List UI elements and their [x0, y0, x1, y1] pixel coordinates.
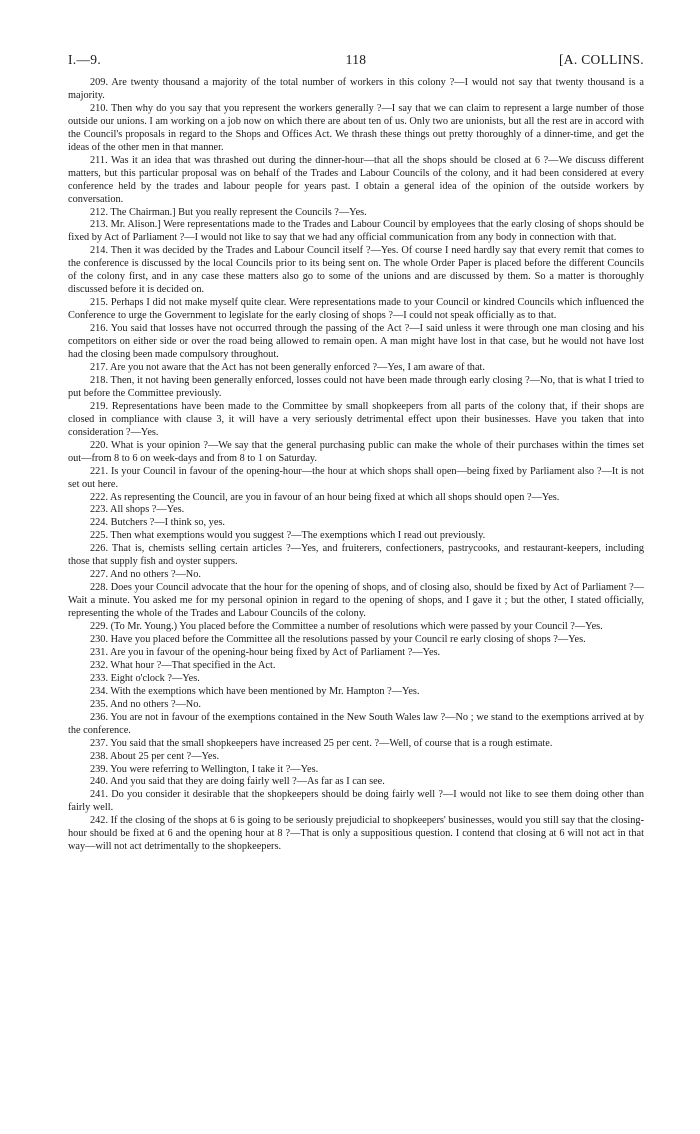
- document-reference: I.—9.: [68, 52, 101, 67]
- question-paragraph: 214. Then it was decided by the Trades and Labour Council itself ?—Yes. Of course I need hardly say that every remit that comes to the conference is discussed by the local Councils prior to its being sent on. The whole Order Paper is placed before the different Councils of the colony first, and in any case these matters also go to some of the unions and are discussed by them. So a matter is thoroughly discussed before it is decided on.: [68, 245, 644, 296]
- question-paragraph: 235. And no others ?—No.: [90, 698, 201, 710]
- question-paragraph: 242. If the closing of the shops at 6 is going to be seriously prejudicial to shopkeepers' businesses, would you still say that the closing-hour should be fixed at 6 and the opening hour at 8 ?—That is only a suppositious question. I contend that closing at 6 will not act in that way—will not act detrimentally to the shopkeepers.: [68, 815, 644, 853]
- question-paragraph: 211. Was it an idea that was thrashed out during the dinner-hour—that all the shops should be closed at 6 ?—We discuss different matters, but this particular proposal was on behalf of the Trades and Labour Councils of the colony, and it had been considered at every conference held by the trades and labour people for years past. I obtain a general idea of the opinion of the outside workers by conversation.: [68, 154, 644, 205]
- page-header: [68, 52, 644, 68]
- page-number: 118: [345, 52, 367, 67]
- question-paragraph: 224. Butchers ?—I think so, yes.: [90, 517, 225, 529]
- question-paragraph: 220. What is your opinion ?—We say that the general purchasing public can make the whole of their purchases within the times set out—from 8 to 6 on week-days and from 8 to 1 on Saturday.: [68, 439, 644, 464]
- question-paragraph: 240. And you said that they are doing fairly well ?—As far as I can see.: [90, 776, 385, 788]
- question-paragraph: 210. Then why do you say that you represent the workers generally ?—I say that we can claim to represent a large number of those outside our unions. I am working on a job now on which there are about ten of us. Only two are unionists, but all the rest are in accord with the Council's proposals in regard to the Shops and Offices Act. We thrash these things out pretty thoroughly of a dinner-time, and get the ideas of the other men in that manner.: [68, 102, 644, 153]
- question-paragraph: 228. Does your Council advocate that the hour for the opening of shops, and of closing also, should be fixed by Act of Parliament ?—Wait a minute. You asked me for my personal opinion in regard to the opening of shops, and I gave it ; but the other, I stated officially, representing the whole of the Trades and Labour Councils of the colony.: [68, 582, 644, 620]
- question-paragraph: 216. You said that losses have not occurred through the passing of the Act ?—I said unless it were through one man closing and his competitors on either side or over the road being allowed to remain open. A man might have lost in that case, but he would not have lost had the closing been made compulsory throughout.: [68, 323, 644, 361]
- question-paragraph: 215. Perhaps I did not make myself quite clear. Were representations made to your Council or kindred Councils which influenced the Conference to urge the Government to legislate for the early closing of shops ?—I could not speak officially as to that.: [68, 297, 644, 322]
- question-paragraph: 229. (To Mr. Young.) You placed before the Committee a number of resolutions which were passed by your Council ?—Yes.: [90, 621, 603, 633]
- question-paragraph: 222. As representing the Council, are you in favour of an hour being fixed at which all shops should open ?—Yes.: [90, 491, 560, 503]
- question-paragraph: 221. Is your Council in favour of the opening-hour—the hour at which shops shall open—being fixed by Parliament also ?—It is not set out here.: [68, 465, 644, 490]
- question-paragraph: 234. With the exemptions which have been mentioned by Mr. Hampton ?—Yes.: [90, 685, 420, 697]
- question-paragraph: 225. Then what exemptions would you suggest ?—The exemptions which I read out previously.: [90, 530, 486, 542]
- question-paragraph: 237. You said that the small shopkeepers have increased 25 per cent. ?—Well, of course that is a rough estimate.: [90, 737, 553, 749]
- question-paragraph: 209. Are twenty thousand a majority of the total number of workers in this colony ?—I would not say that twenty thousand is a majority.: [68, 77, 644, 101]
- question-paragraph: 223. All shops ?—Yes.: [90, 504, 185, 516]
- question-paragraph: 238. About 25 per cent ?—Yes.: [90, 750, 220, 762]
- question-paragraph: 227. And no others ?—No.: [90, 569, 201, 581]
- question-paragraph: 233. Eight o'clock ?—Yes.: [90, 672, 200, 684]
- question-paragraph: 212. The Chairman.] But you really represent the Councils ?—Yes.: [90, 206, 367, 218]
- question-paragraph: 232. What hour ?—That specified in the Act.: [90, 659, 276, 671]
- question-paragraph: 217. Are you not aware that the Act has not been generally enforced ?—Yes, I am aware of that.: [90, 361, 485, 373]
- question-paragraph: 218. Then, it not having been generally enforced, losses could not have been made through early closing ?—No, that is what I tried to put before the Committee previously.: [68, 374, 644, 399]
- evidence-body: [68, 77, 644, 854]
- question-paragraph: 230. Have you placed before the Committee all the resolutions passed by your Council re early closing of shops ?—Yes.: [90, 633, 586, 645]
- question-paragraph: 239. You were referring to Wellington, I take it ?—Yes.: [90, 763, 319, 775]
- question-paragraph: 226. That is, chemists selling certain articles ?—Yes, and fruiterers, confectioners, pastrycooks, and restaurant-keepers, including those that supply fish and oyster suppers.: [68, 543, 644, 568]
- witness-name: [A. COLLINS.: [559, 52, 644, 67]
- question-paragraph: 213. Mr. Alison.] Were representations made to the Trades and Labour Council by employees that the early closing of shops should be fixed by Act of Parliament ?—I would not like to say that we had any official communication from any body in connection with that.: [68, 219, 644, 244]
- question-paragraph: 231. Are you in favour of the opening-hour being fixed by Act of Parliament ?—Yes.: [90, 646, 441, 658]
- question-paragraph: 219. Representations have been made to the Committee by small shopkeepers from all parts of the colony that, if their shops are closed in compliance with clause 3, it will have a very seriously detrimental effect upon their businesses. Have you taken that into consideration ?—Yes.: [68, 400, 644, 438]
- question-paragraph: 236. You are not in favour of the exemptions contained in the New South Wales law ?—No ; we stand to the exemptions arrived at by the conference.: [68, 711, 644, 736]
- question-paragraph: 241. Do you consider it desirable that the shopkeepers should be doing fairly well ?—I would not like to see them doing other than fairly well.: [68, 789, 644, 814]
